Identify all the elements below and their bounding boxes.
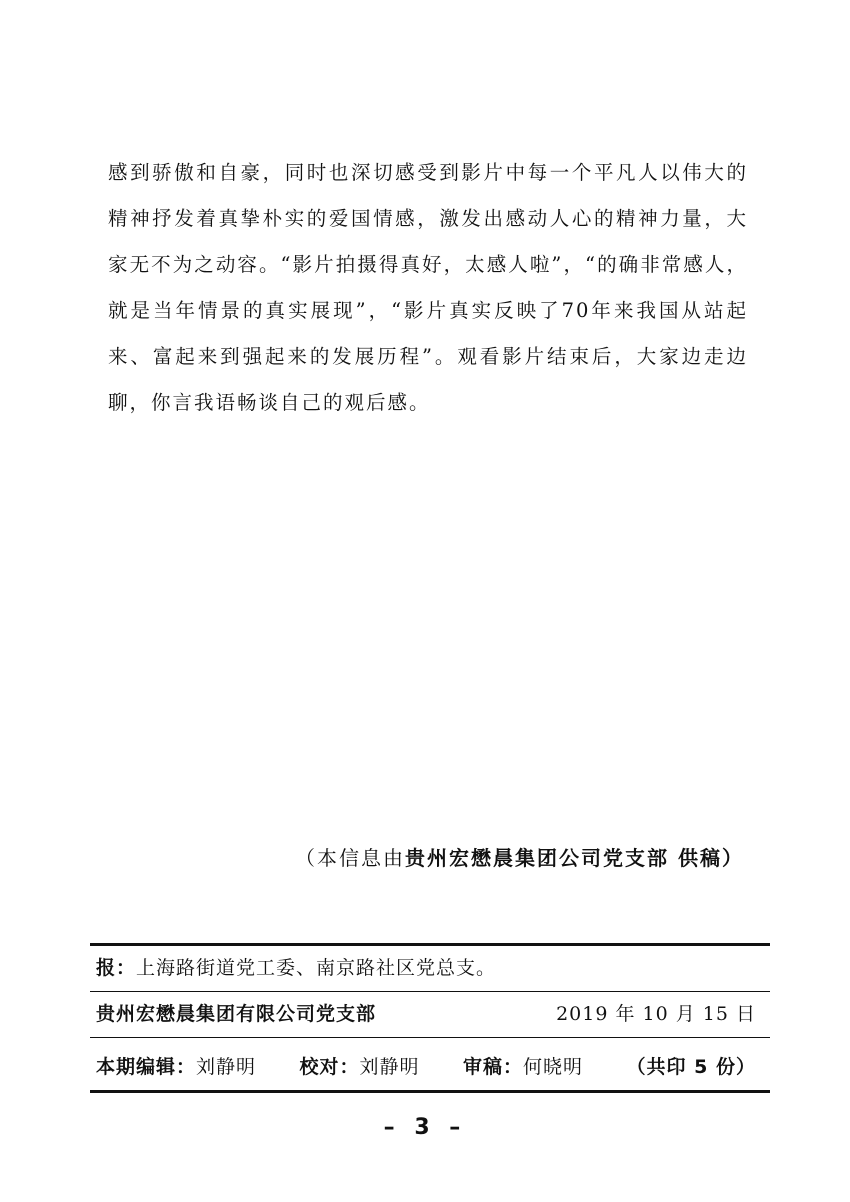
report-label: 报：	[96, 957, 137, 979]
review-label: 审稿：	[463, 1056, 524, 1078]
report-recipients: 上海路街道党工委、南京路社区党总支。	[136, 957, 497, 979]
editor-block	[96, 1053, 256, 1081]
proof-name: 刘静明	[359, 1056, 420, 1078]
middle-rule	[90, 991, 770, 992]
staff-row	[96, 1053, 756, 1081]
credit-suffix: 供稿）	[669, 846, 744, 870]
editor-name: 刘静明	[196, 1056, 257, 1078]
page-number: – 3 –	[383, 1115, 467, 1140]
review-name: 何晓明	[523, 1056, 584, 1078]
editor-label: 本期编辑：	[96, 1056, 197, 1078]
top-rule	[90, 943, 770, 946]
body-paragraph: 感到骄傲和自豪，同时也深切感受到影片中每一个平凡人以伟大的精神抒发着真挚朴实的爱国情感，激发出感动人心的精神力量，大家无不为之动容。“影片拍摄得真好，太感人啦”，“的确非常感人，就是当年情景的真实展现”，“影片真实反映了70年来我国从站起来、富起来到强起来的发展历程”。观看影片结束后，大家边走边聊，你言我语畅谈自己的观后感。	[108, 161, 748, 414]
issuer-row	[96, 1000, 756, 1028]
proof-label: 校对：	[299, 1056, 360, 1078]
issue-date: 2019 年 10 月 15 日	[556, 1003, 756, 1025]
credit-line	[0, 840, 744, 876]
review-block	[463, 1053, 583, 1081]
report-row	[96, 954, 756, 982]
issuer-org: 贵州宏懋晨集团有限公司党支部	[96, 1003, 377, 1025]
bottom-rule	[90, 1090, 770, 1093]
lower-rule	[90, 1037, 770, 1038]
credit-prefix: （本信息由	[295, 846, 406, 870]
credit-org: 贵州宏懋晨集团公司党支部	[405, 846, 670, 870]
proof-block	[300, 1053, 420, 1081]
copies-count: （共印 5 份）	[626, 1056, 756, 1078]
